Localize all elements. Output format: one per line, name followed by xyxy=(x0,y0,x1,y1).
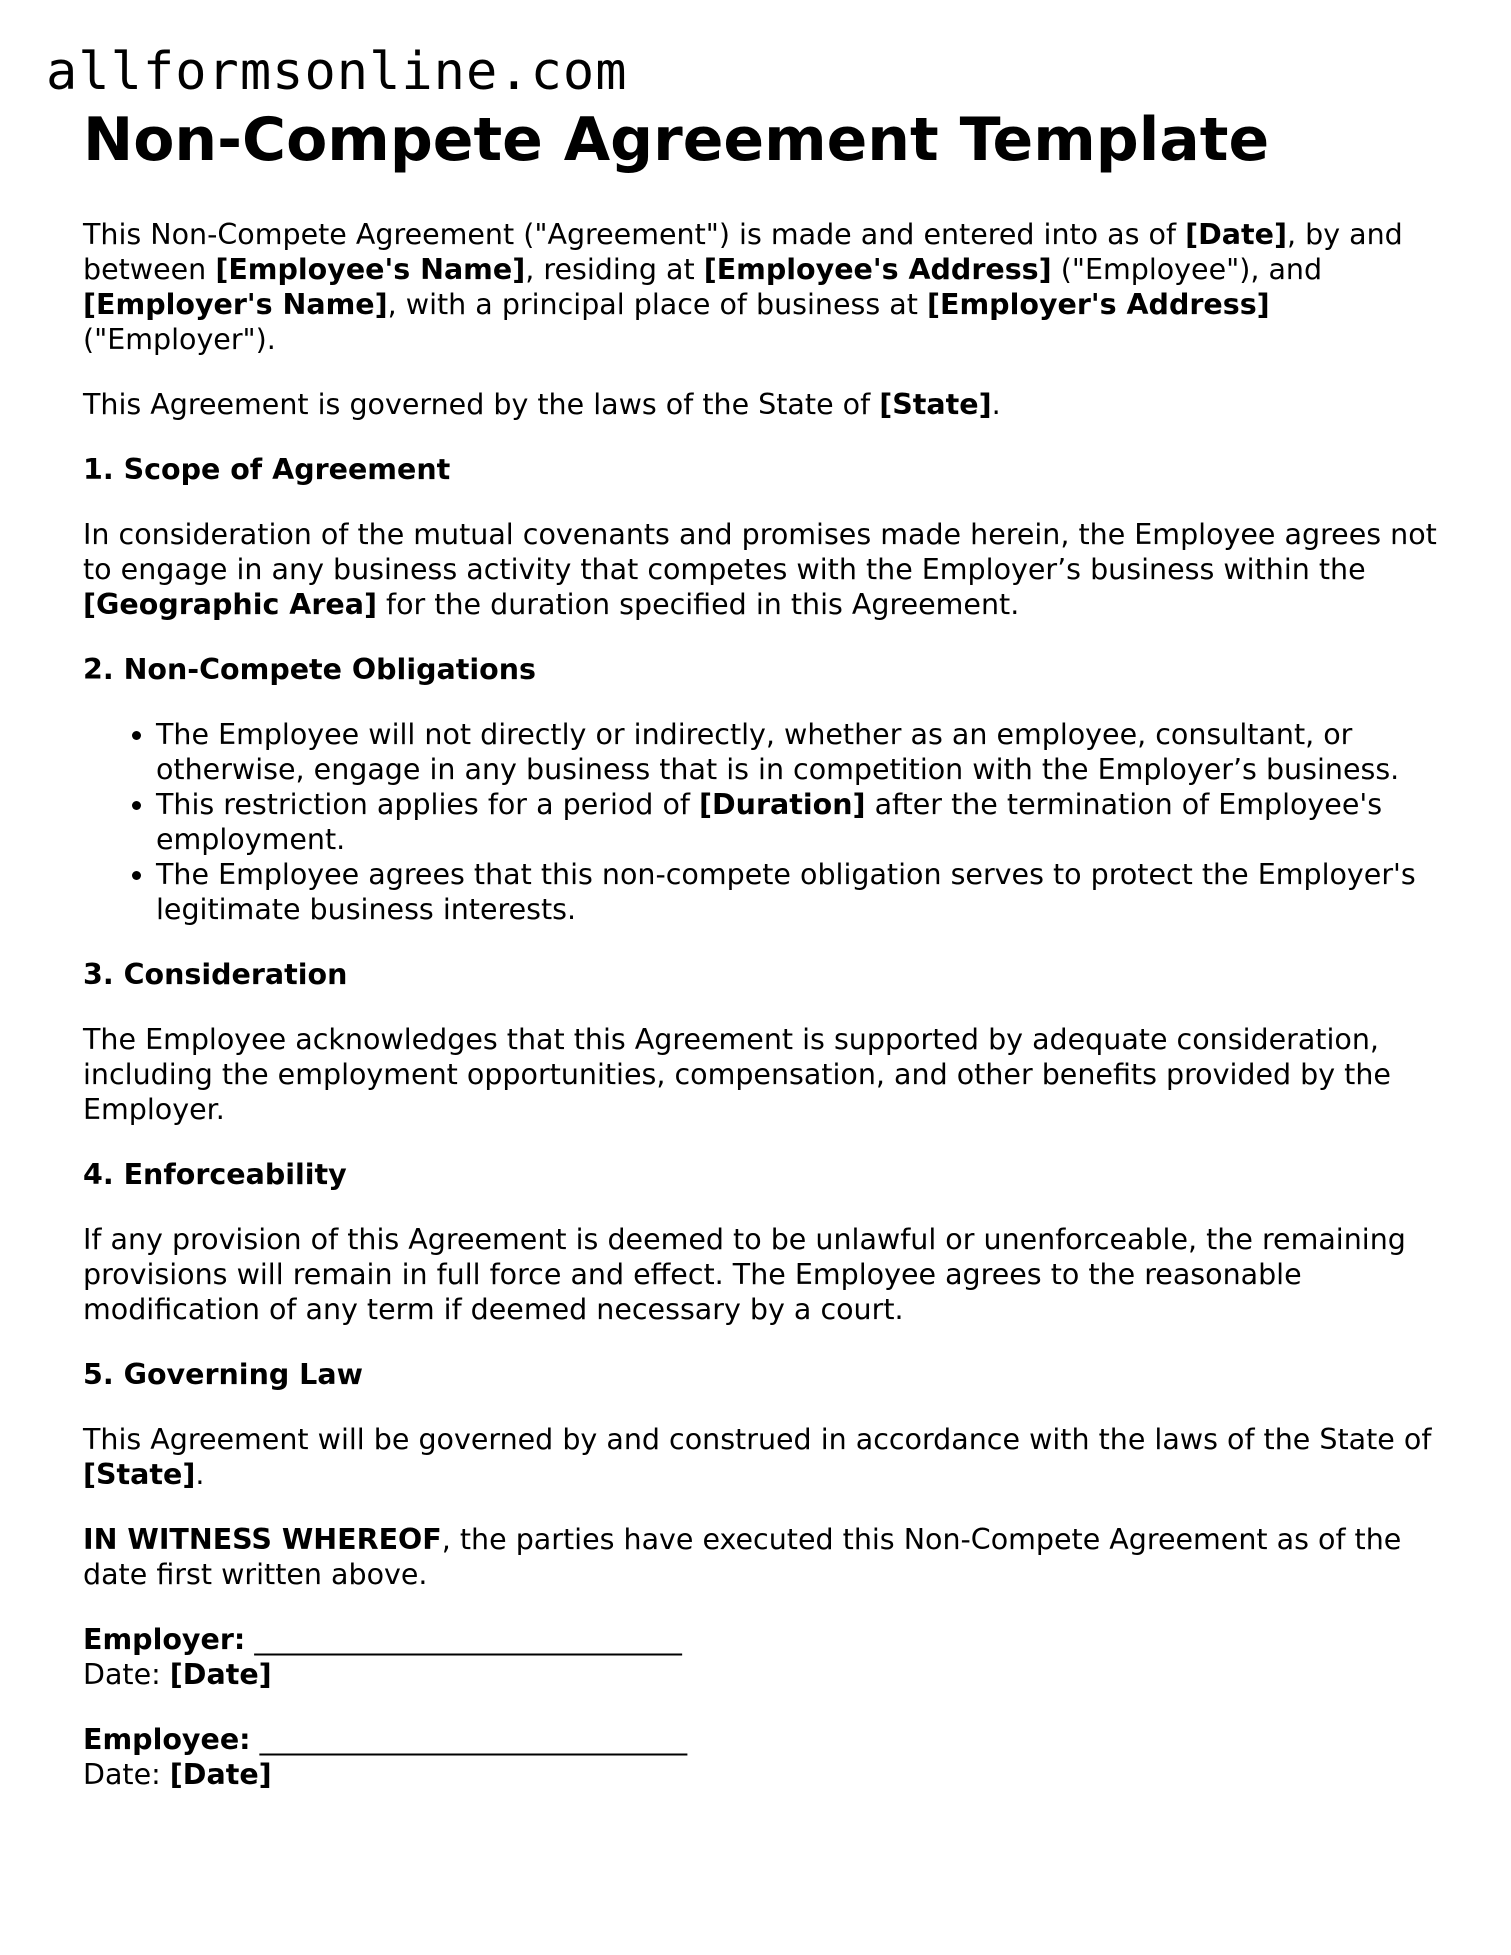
obligation-item xyxy=(156,787,1448,857)
document-page xyxy=(83,104,1448,1822)
section-1-text-2: for the duration specified in this Agreement. xyxy=(377,588,1020,621)
section-4-body: If any provision of this Agreement is deemed to be unlawful or unenforceable, the remaining provisions will remain in full force and effect. The Employee agrees to the reasonable modification of any term if deemed necessary by a court. xyxy=(83,1223,1406,1326)
employer-date-field: [Date] xyxy=(169,1658,272,1691)
section-2-heading: 2. Non-Compete Obligations xyxy=(83,653,536,686)
intro-text-1: This Non-Compete Agreement ("Agreement") is made and entered into as of xyxy=(83,218,1186,251)
section-5-text-1: This Agreement will be governed by and construed in accordance with the laws of the State of xyxy=(83,1423,1432,1456)
employee-signature-row xyxy=(83,1722,1448,1757)
document-title: Non-Compete Agreement Template xyxy=(83,105,1270,175)
obligation-item: • The Employee agrees that this non-compete obligation serves to protect the Employer's legitimate business interests. xyxy=(156,857,1448,927)
site-watermark: allformsonline.com xyxy=(46,42,628,102)
employee-signature-label: Employee: xyxy=(83,1723,251,1756)
section-5-text-2: . xyxy=(195,1458,205,1491)
intro-paragraph xyxy=(83,217,1448,357)
employee-signature-line[interactable]: ______________________________ xyxy=(259,1723,688,1756)
witness-paragraph xyxy=(83,1522,1448,1592)
employer-date-row xyxy=(83,1657,1448,1692)
employer-signature-row xyxy=(83,1622,1448,1657)
employee-date-field: [Date] xyxy=(169,1758,272,1791)
governed-text-1: This Agreement is governed by the laws of the State of xyxy=(83,388,880,421)
employer-signature-line[interactable]: ______________________________ xyxy=(254,1623,682,1656)
obligation-item: • The Employee will not directly or indirectly, whether as an employee, consultant, or otherwise, engage in any business that is in competition with the Employer’s business. xyxy=(156,717,1448,787)
intro-text-6: ("Employer"). xyxy=(83,323,276,356)
state-field: [State] xyxy=(83,1458,196,1491)
intro-text-5: , with a principal place of business at xyxy=(387,288,927,321)
employee-date-row xyxy=(83,1757,1448,1792)
witness-lead: IN WITNESS WHEREOF xyxy=(83,1523,442,1556)
employer-signature-label: Employer: xyxy=(83,1623,246,1656)
section-4-heading: 4. Enforceability xyxy=(83,1158,347,1191)
intro-text-3: , residing at xyxy=(525,253,704,286)
state-field: [State] xyxy=(879,388,992,421)
employer-date-label: Date: xyxy=(83,1658,170,1691)
section-3-body: The Employee acknowledges that this Agreement is supported by adequate consideration, including the employment opportunities, compensation, and other benefits provided by the Employer. xyxy=(83,1023,1391,1126)
intro-text-4: ("Employee"), and xyxy=(1051,253,1323,286)
employee-date-label: Date: xyxy=(83,1758,170,1791)
section-3-heading: 3. Consideration xyxy=(83,958,348,991)
governing-state-paragraph xyxy=(83,387,1448,422)
section-5-body xyxy=(83,1422,1448,1492)
employer-signature-block xyxy=(83,1622,1448,1692)
employee-signature-block xyxy=(83,1722,1448,1792)
obligation-text-2: after the termination of Employee's employment. xyxy=(156,788,1383,856)
governed-text-2: . xyxy=(991,388,1001,421)
section-1-heading: 1. Scope of Agreement xyxy=(83,453,451,486)
intro-text-2: , by and between xyxy=(83,218,1403,286)
employer-address-field: [Employer's Address] xyxy=(926,288,1270,321)
employee-address-field: [Employee's Address] xyxy=(703,253,1052,286)
section-1-body xyxy=(83,517,1448,622)
duration-field: [Duration] xyxy=(698,788,866,821)
geographic-area-field: [Geographic Area] xyxy=(83,588,377,621)
section-5-heading: 5. Governing Law xyxy=(83,1358,363,1391)
employer-name-field: [Employer's Name] xyxy=(83,288,388,321)
section-1-text-1: In consideration of the mutual covenants and promises made herein, the Employee agrees not to engage in any business activity that competes with the Employer’s business within the xyxy=(83,518,1437,586)
employee-name-field: [Employee's Name] xyxy=(215,253,526,286)
obligation-text-1: This restriction applies for a period of xyxy=(156,788,699,821)
witness-text: , the parties have executed this Non-Compete Agreement as of the date first written above. xyxy=(83,1523,1402,1591)
obligations-list xyxy=(83,717,1448,927)
intro-date-field: [Date] xyxy=(1185,218,1287,251)
